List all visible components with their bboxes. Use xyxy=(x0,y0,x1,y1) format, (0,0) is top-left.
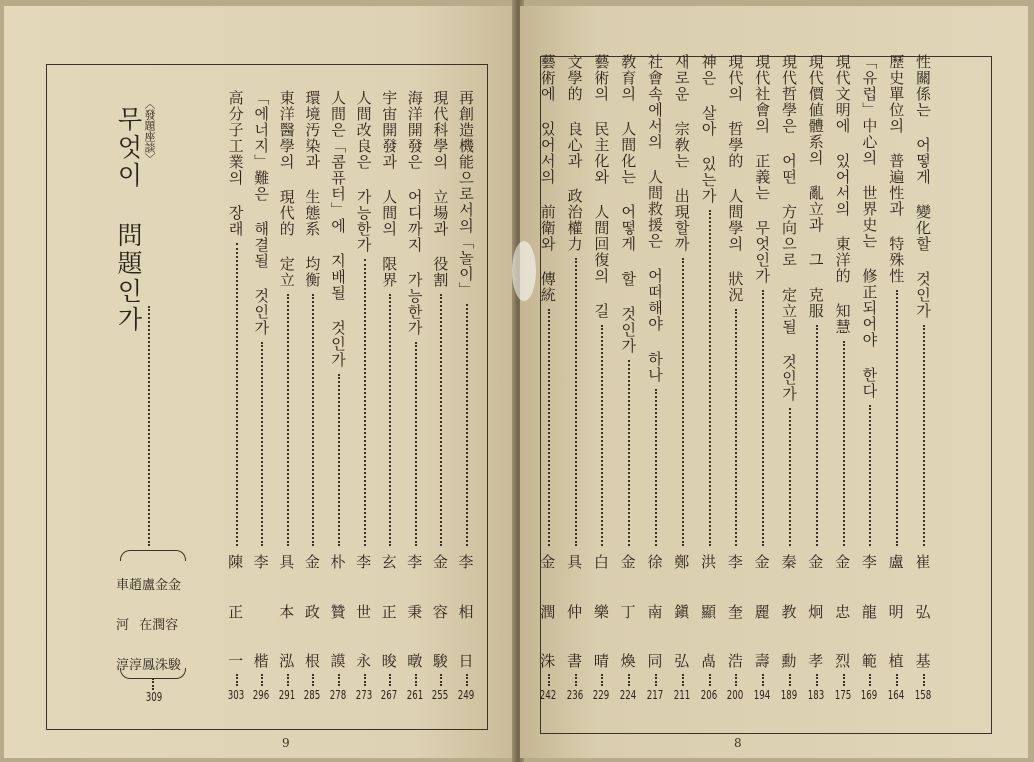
author-given-2: 範 xyxy=(861,652,877,670)
author-given-1: 炯 xyxy=(808,603,824,621)
author-given-2: 晴 xyxy=(593,652,609,670)
author-surname: 玄 xyxy=(381,553,397,571)
author-surname: 徐 xyxy=(647,553,663,571)
page-leader-dots xyxy=(709,674,711,686)
page-number: 158 xyxy=(914,688,932,702)
leader-dots xyxy=(261,342,263,546)
brace-top xyxy=(120,550,186,561)
page-number: 273 xyxy=(355,688,372,702)
author-given-1: 政 xyxy=(304,603,320,621)
entry-title: 宇宙開發과 人間의 限界 xyxy=(380,90,399,288)
page-leader-dots xyxy=(628,674,630,686)
entry-title: 社會속에서의 人間救援은 어떠해야 하나 xyxy=(646,54,664,383)
author-given-2: 烈 xyxy=(835,652,851,670)
entry-title: 東洋醫學의 現代的 定立 xyxy=(277,90,296,288)
author-given-2: 晙 xyxy=(381,652,397,670)
author-given-1: 正 xyxy=(381,603,397,621)
entry-title: 再創造機能으로서의「놀이」 xyxy=(457,90,475,298)
page-leader-dots xyxy=(261,674,263,686)
leader-dots xyxy=(762,290,764,546)
author-given-2: 植 xyxy=(888,652,904,670)
author-given-2: 同 xyxy=(647,652,663,670)
page-number: 255 xyxy=(432,688,449,702)
page-leader-dots xyxy=(338,674,340,686)
author-surname: 金 xyxy=(540,553,556,571)
author-given-2: 煥 xyxy=(620,652,636,670)
author-given-1: 世 xyxy=(356,603,372,621)
author-given-1: 南 xyxy=(647,603,663,621)
left-page xyxy=(4,6,516,758)
author-given-2: 日 xyxy=(458,652,474,670)
page-leader-dots xyxy=(843,674,845,686)
page-leader-dots xyxy=(236,674,238,686)
page-number: 189 xyxy=(780,688,798,702)
page-leader-dots xyxy=(440,674,442,686)
author-surname: 李 xyxy=(253,553,269,571)
entry-title: 現代價値體系의 亂立과 그 克服 xyxy=(806,54,825,319)
author-given-2: 根 xyxy=(304,652,320,670)
author-given-2: 暾 xyxy=(407,652,423,670)
author-surname: 盧 xyxy=(888,553,904,571)
entry-title: 새로운 宗敎는 出現할까 xyxy=(672,54,691,252)
symposium-leader-dots xyxy=(148,306,150,546)
author-given-1: 顯 xyxy=(701,603,717,621)
leader-dots xyxy=(628,360,630,546)
author-given-2: 永 xyxy=(356,652,372,670)
author-given-2: 書 xyxy=(567,652,583,670)
author-given-1: 樂 xyxy=(593,603,609,621)
page-leader-dots xyxy=(816,674,818,686)
page-number: 175 xyxy=(834,688,851,702)
entry-title: 藝術에 있어서의 前衛와 傳統 xyxy=(538,54,557,303)
entry-title: 現代科學의 立場과 役割 xyxy=(431,90,450,288)
author-given-1: 教 xyxy=(781,603,797,621)
author-surname: 金 xyxy=(304,553,320,571)
page-number: 267 xyxy=(380,688,398,702)
author-given-1: 容 xyxy=(432,603,448,621)
leader-dots xyxy=(735,309,737,546)
author-surname: 洪 xyxy=(701,553,717,571)
entry-title: 人間改良은 가능한가 xyxy=(354,90,373,253)
author-surname: 李 xyxy=(458,553,474,571)
author-given-1: 丁 xyxy=(620,603,636,621)
leader-dots xyxy=(548,309,550,546)
leader-dots xyxy=(440,294,442,546)
page-leader-dots xyxy=(601,674,603,686)
right-page xyxy=(520,6,1028,758)
entry-title: 「에너지」難은 해결될 것인가 xyxy=(252,90,271,336)
leader-dots xyxy=(287,294,289,546)
author-surname: 李 xyxy=(407,553,423,571)
author-surname: 朴 xyxy=(330,553,346,571)
page-number: 296 xyxy=(252,688,270,702)
symposium-page: 309 xyxy=(145,690,163,704)
author-surname: 陳 xyxy=(228,553,244,571)
author-given-2: 駿 xyxy=(432,652,448,670)
author-given-1: 明 xyxy=(888,603,904,621)
symposium-participants-row-3: 淳淳鳳洙駿 xyxy=(116,658,182,673)
leader-dots xyxy=(896,290,898,546)
author-surname: 李 xyxy=(861,553,877,571)
entry-title: 人間은「콤퓨터」에 지배될 것인가 xyxy=(329,90,347,368)
page-number: 206 xyxy=(700,688,717,702)
author-surname: 具 xyxy=(279,553,295,571)
author-given-2: 弘 xyxy=(674,652,690,670)
page-number: 278 xyxy=(329,688,347,702)
leader-dots xyxy=(312,294,314,546)
author-given-2: 謨 xyxy=(330,652,346,670)
leader-dots xyxy=(415,342,417,546)
author-given-1: 正 xyxy=(228,603,244,621)
leader-dots xyxy=(575,258,577,546)
page-number: 249 xyxy=(457,688,475,702)
symposium-page-dots xyxy=(152,678,154,690)
author-surname: 金 xyxy=(808,553,824,571)
leader-dots xyxy=(816,325,818,546)
entry-title: 環境汚染과 生態系 均衡 xyxy=(303,90,322,288)
page-number: 217 xyxy=(646,688,664,702)
page-number: 164 xyxy=(887,688,905,702)
page-leader-dots xyxy=(548,674,550,686)
page-leader-dots xyxy=(789,674,791,686)
page-leader-dots xyxy=(287,674,289,686)
leader-dots xyxy=(869,405,871,546)
page-leader-dots xyxy=(575,674,577,686)
author-surname: 具 xyxy=(567,553,583,571)
entry-title: 文學的 良心과 政治權力 xyxy=(565,54,584,252)
entry-title: 現代文明에 있어서의 東洋的 知慧 xyxy=(833,54,852,335)
leader-dots xyxy=(843,341,845,546)
leader-dots xyxy=(923,325,925,546)
page-leader-dots xyxy=(415,674,417,686)
author-given-2: 一 xyxy=(228,652,244,670)
page-number: 169 xyxy=(861,688,878,702)
page-number: 194 xyxy=(753,688,771,702)
page-number-left: 9 xyxy=(282,736,290,750)
page-number: 211 xyxy=(673,688,691,702)
entry-title: 「유럽」中心의 世界史는 修正되어야 한다 xyxy=(860,54,879,399)
author-given-2: 基 xyxy=(915,652,931,670)
binding-stain xyxy=(512,241,536,301)
symposium-participants-row-2: 河 在潤容 xyxy=(116,618,179,633)
author-surname: 秦 xyxy=(781,553,797,571)
author-surname: 鄭 xyxy=(674,553,690,571)
entry-title: 海洋開發은 어디까지 가능한가 xyxy=(405,90,424,336)
author-given-1: 潤 xyxy=(540,603,556,621)
symposium-label: 〈發題座談〉 xyxy=(143,98,156,164)
author-given-1: 奎 xyxy=(727,603,743,621)
page-leader-dots xyxy=(896,674,898,686)
entry-title: 神은 살아 있는가 xyxy=(699,54,718,204)
author-given-2: 浩 xyxy=(727,652,743,670)
author-surname: 金 xyxy=(835,553,851,571)
entry-title: 現代의 哲學的 人間學의 狀況 xyxy=(726,54,745,303)
entry-title: 現代哲學은 어떤 方向으로 定立될 것인가 xyxy=(780,54,798,402)
page-leader-dots xyxy=(389,674,391,686)
page-number: 242 xyxy=(539,688,557,702)
page-number: 303 xyxy=(227,688,244,702)
page-number: 285 xyxy=(304,688,321,702)
author-given-2: 孝 xyxy=(808,652,824,670)
author-given-1: 本 xyxy=(279,603,295,621)
leader-dots xyxy=(389,294,391,546)
page-leader-dots xyxy=(655,674,657,686)
page-leader-dots xyxy=(682,674,684,686)
author-given-2: 壽 xyxy=(754,652,770,670)
author-given-1: 相 xyxy=(458,603,474,621)
leader-dots xyxy=(338,374,340,546)
leader-dots xyxy=(601,325,603,546)
page-number: 224 xyxy=(619,688,637,702)
page-leader-dots xyxy=(364,674,366,686)
page-number: 236 xyxy=(566,688,583,702)
author-given-1: 仲 xyxy=(567,603,583,621)
author-given-1: 麗 xyxy=(754,603,770,621)
leader-dots xyxy=(364,259,366,546)
page-number-right: 8 xyxy=(734,736,742,750)
symposium-participants-row-1: 車趙盧金金 xyxy=(116,578,182,593)
author-given-2: 楷 xyxy=(253,652,269,670)
leader-dots xyxy=(236,243,238,546)
author-given-1: 弘 xyxy=(915,603,931,621)
author-given-2: 洙 xyxy=(540,652,556,670)
author-surname: 金 xyxy=(432,553,448,571)
leader-dots xyxy=(709,210,711,546)
page-number: 291 xyxy=(278,688,296,702)
author-given-1: 秉 xyxy=(407,603,423,621)
page-leader-dots xyxy=(312,674,314,686)
leader-dots xyxy=(682,258,684,546)
author-given-1: 鎭 xyxy=(674,603,690,621)
leader-dots xyxy=(655,389,657,546)
author-surname: 金 xyxy=(620,553,636,571)
author-given-2: 卨 xyxy=(701,652,717,670)
author-given-1: 龍 xyxy=(861,603,877,621)
author-surname: 李 xyxy=(727,553,743,571)
author-surname: 金 xyxy=(754,553,770,571)
entry-title: 高分子工業의 장래 xyxy=(226,90,245,237)
author-given-1: 贊 xyxy=(330,603,346,621)
author-surname: 崔 xyxy=(915,553,931,571)
page-number: 261 xyxy=(406,688,424,702)
author-surname: 白 xyxy=(593,553,609,571)
page-leader-dots xyxy=(466,674,468,686)
leader-dots xyxy=(789,408,791,546)
author-given-2: 泓 xyxy=(279,652,295,670)
entry-title: 現代社會의 正義는 무엇인가 xyxy=(753,54,772,284)
page-number: 183 xyxy=(807,688,825,702)
page-leader-dots xyxy=(735,674,737,686)
author-surname: 李 xyxy=(356,553,372,571)
symposium-title: 무엇이 問題인가 xyxy=(114,106,143,334)
page-leader-dots xyxy=(762,674,764,686)
entry-title: 藝術의 民主化와 人間回復의 길 xyxy=(592,54,611,319)
page-leader-dots xyxy=(923,674,925,686)
entry-title: 性關係는 어떻게 變化할 것인가 xyxy=(914,54,932,319)
author-given-1: 忠 xyxy=(835,603,851,621)
page-leader-dots xyxy=(869,674,871,686)
entry-title: 歷史單位의 普遍性과 特殊性 xyxy=(887,54,906,284)
page-number: 200 xyxy=(727,688,744,702)
leader-dots xyxy=(466,304,468,546)
author-given-2: 勳 xyxy=(781,652,797,670)
page-number: 229 xyxy=(593,688,610,702)
entry-title: 敎育의 人間化는 어떻게 할 것인가 xyxy=(619,54,638,354)
